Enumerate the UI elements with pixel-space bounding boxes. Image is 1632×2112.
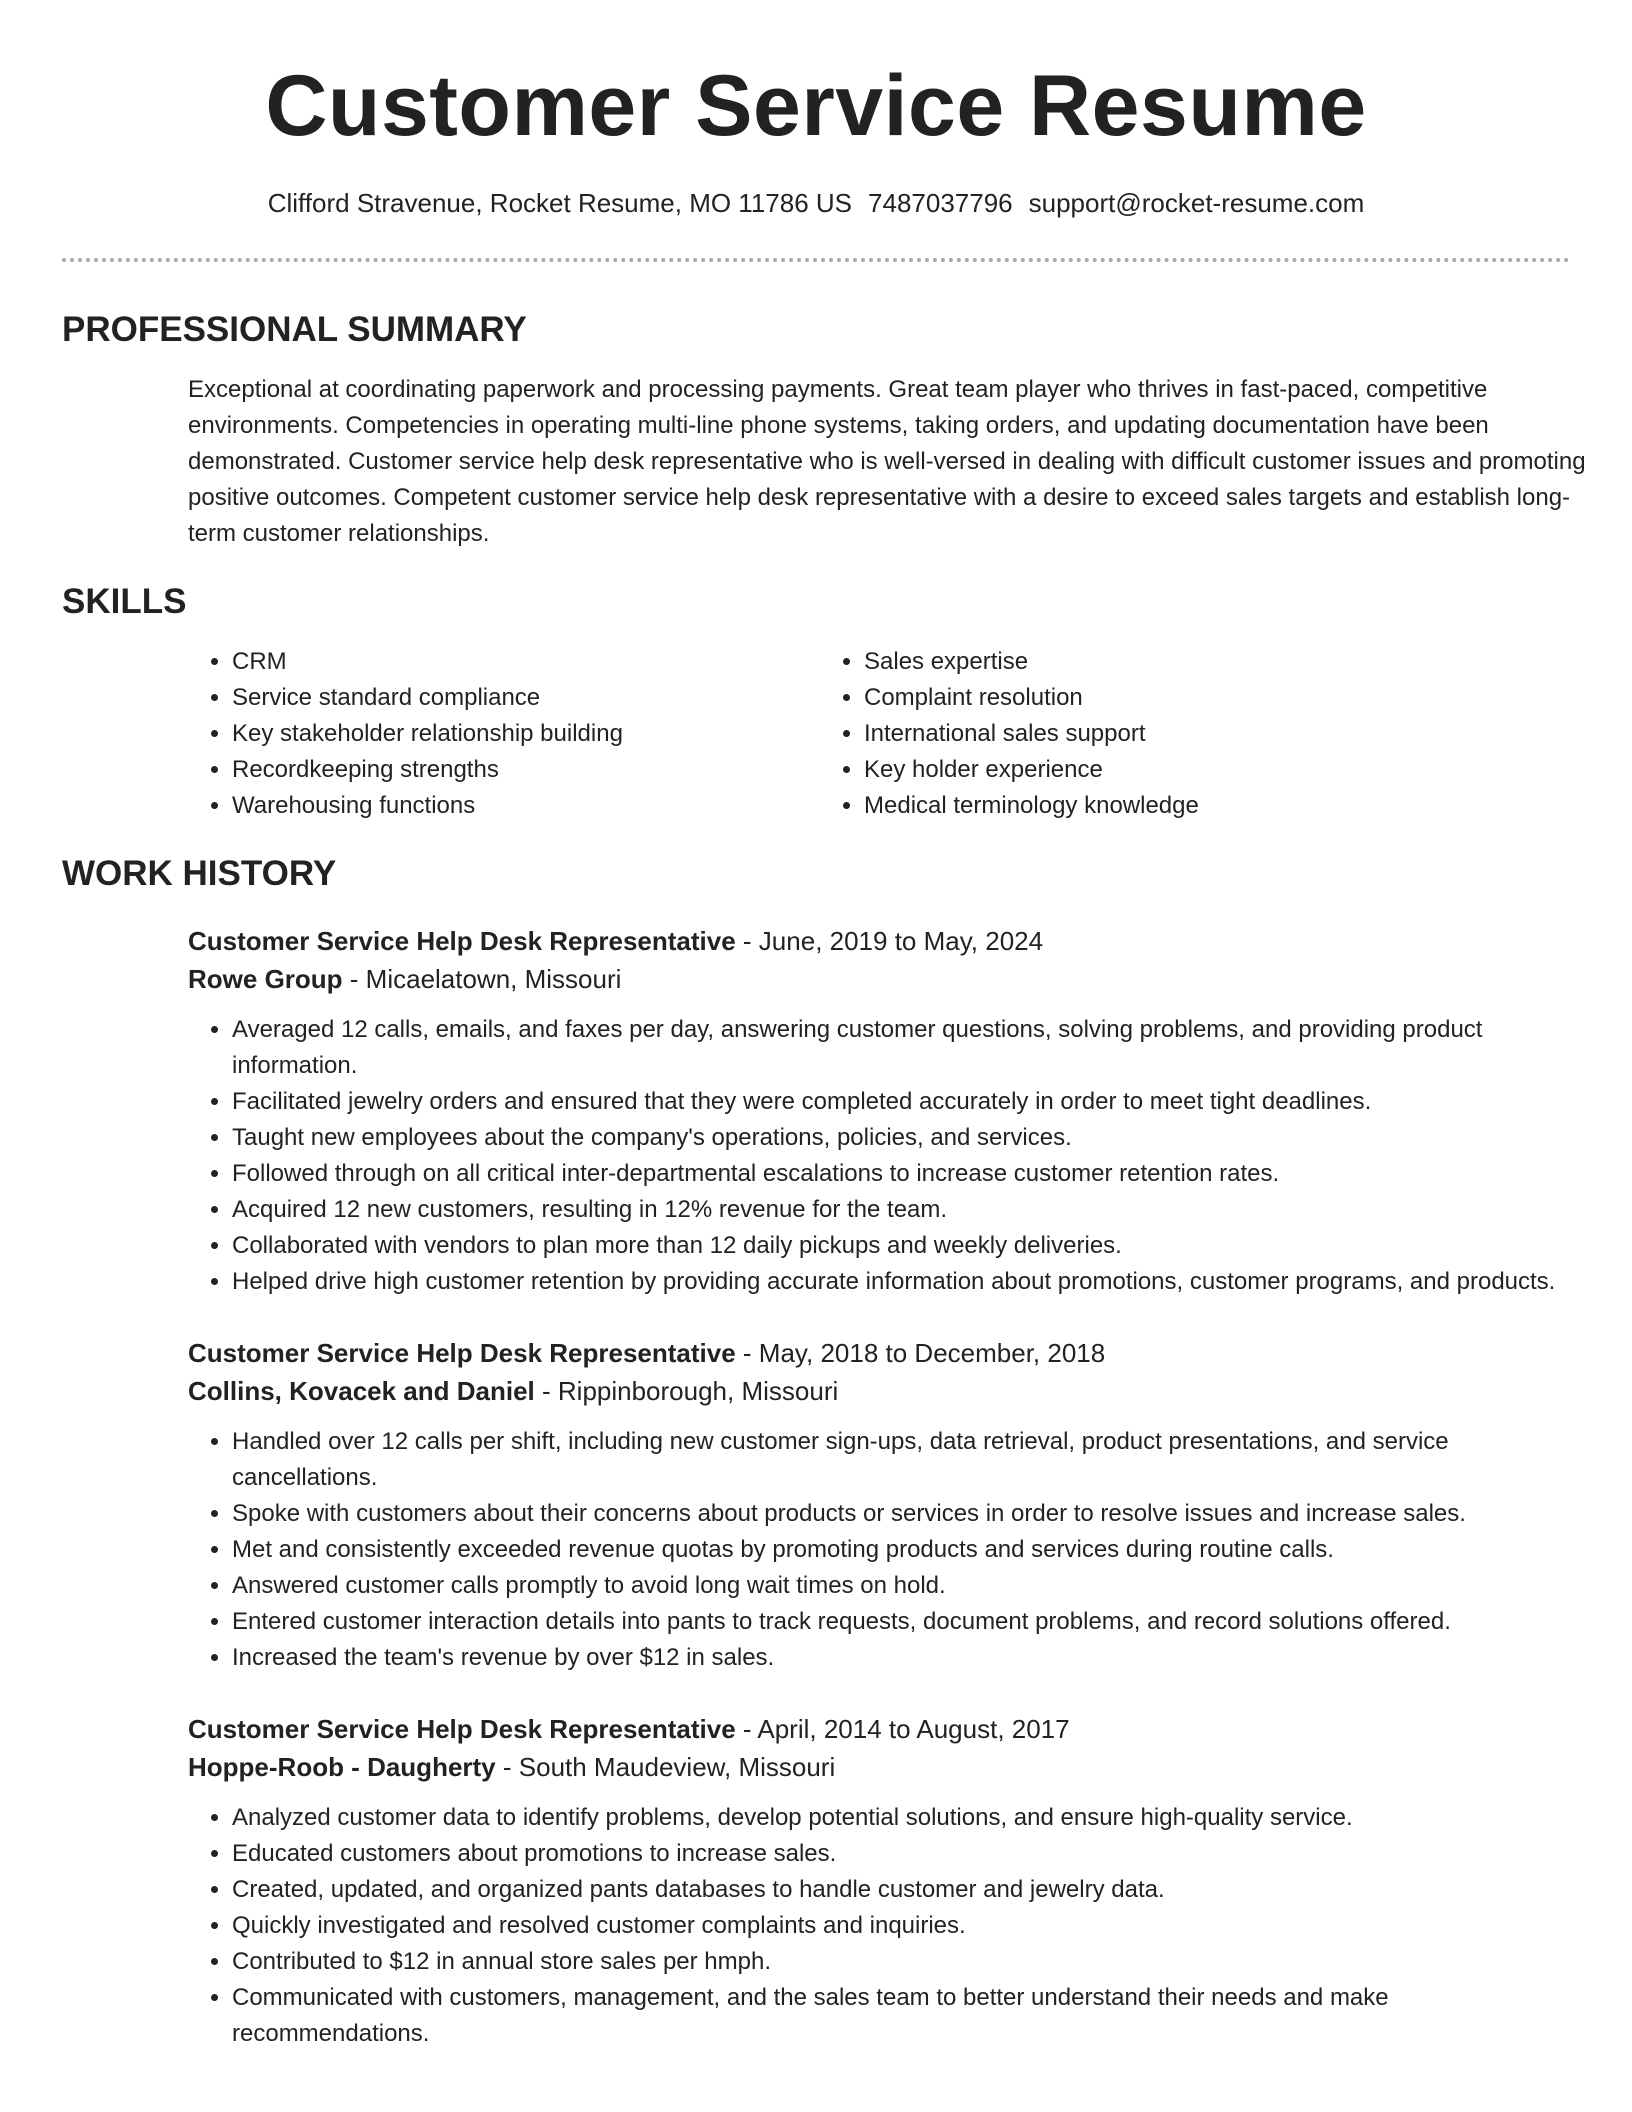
job-title-line xyxy=(188,1334,1570,1372)
skill-item: • Service standard compliance xyxy=(232,680,820,716)
job-bullet: • Increased the team's revenue by over $12 in sales. xyxy=(232,1640,1588,1676)
job-bullets xyxy=(188,1012,1588,1300)
job-dates: - May, 2018 to December, 2018 xyxy=(735,1338,1106,1368)
job-bullet: • Handled over 12 calls per shift, including new customer sign-ups, data retrieval, product presentations, and service cancellations. xyxy=(232,1424,1588,1496)
skill-item: • Key stakeholder relationship building xyxy=(232,716,820,752)
job-bullet: • Spoke with customers about their concerns about products or services in order to resolve issues and increase sales. xyxy=(232,1496,1588,1532)
job-bullet: • Averaged 12 calls, emails, and faxes per day, answering customer questions, solving problems, and providing product information. xyxy=(232,1012,1588,1084)
job-company: Rowe Group xyxy=(188,964,343,994)
job-title: Customer Service Help Desk Representative xyxy=(188,926,736,956)
job-bullet: • Created, updated, and organized pants databases to handle customer and jewelry data. xyxy=(232,1872,1588,1908)
contact-email: support@rocket-resume.com xyxy=(1028,188,1365,218)
job-bullet: • Analyzed customer data to identify problems, develop potential solutions, and ensure high-quality service. xyxy=(232,1800,1588,1836)
job-bullet: • Entered customer interaction details into pants to track requests, document problems, and record solutions offered. xyxy=(232,1604,1588,1640)
job-bullet: • Answered customer calls promptly to avoid long wait times on hold. xyxy=(232,1568,1588,1604)
job-bullet: • Met and consistently exceeded revenue quotas by promoting products and services during routine calls. xyxy=(232,1532,1588,1568)
header-divider xyxy=(62,258,1570,262)
contact-line xyxy=(62,186,1570,220)
skills-grid xyxy=(188,644,1570,824)
skill-item: • Warehousing functions xyxy=(232,788,820,824)
job-bullets xyxy=(188,1424,1588,1676)
summary-text: Exceptional at coordinating paperwork and processing payments. Great team player who thrives in fast-paced, competitive environments. Competencies in operating multi-line phone systems, taking orders, and updating documentation have been demonstrated. Customer service help desk representative who is well-versed in dealing with difficult customer issues and promoting positive outcomes. Competent customer service help desk representative with a desire to exceed sales targets and establish long-term customer relationships. xyxy=(188,376,1586,547)
job-bullet: • Educated customers about promotions to increase sales. xyxy=(232,1836,1588,1872)
skill-item: • Medical terminology knowledge xyxy=(864,788,1199,824)
job-bullet: • Acquired 12 new customers, resulting in 12% revenue for the team. xyxy=(232,1192,1588,1228)
skills-heading: SKILLS xyxy=(62,582,187,621)
job-bullet: • Taught new employees about the company's operations, policies, and services. xyxy=(232,1120,1588,1156)
job-entry xyxy=(188,1334,1570,1676)
job-title-line xyxy=(188,1710,1570,1748)
skill-item: • Key holder experience xyxy=(864,752,1199,788)
skill-item: • Recordkeeping strengths xyxy=(232,752,820,788)
job-bullet: • Followed through on all critical inter-departmental escalations to increase customer retention rates. xyxy=(232,1156,1588,1192)
contact-address: Clifford Stravenue, Rocket Resume, MO 11786 US xyxy=(267,188,853,218)
job-dates: - April, 2014 to August, 2017 xyxy=(735,1714,1070,1744)
summary-heading: PROFESSIONAL SUMMARY xyxy=(62,310,527,349)
job-bullets xyxy=(188,1800,1588,2052)
job-title: Customer Service Help Desk Representative xyxy=(188,1714,736,1744)
job-dates: - June, 2019 to May, 2024 xyxy=(735,926,1044,956)
skill-item: • Sales expertise xyxy=(864,644,1199,680)
job-entry xyxy=(188,1710,1570,2052)
job-bullet: • Contributed to $12 in annual store sales per hmph. xyxy=(232,1944,1588,1980)
job-location: - Rippinborough, Missouri xyxy=(534,1376,839,1406)
job-company-line xyxy=(188,960,1570,998)
job-bullet: • Helped drive high customer retention by providing accurate information about promotions, customer programs, and products. xyxy=(232,1264,1588,1300)
resume-title: Customer Service Resume xyxy=(265,58,1367,154)
job-title-line xyxy=(188,922,1570,960)
job-company-line xyxy=(188,1372,1570,1410)
job-title: Customer Service Help Desk Representative xyxy=(188,1338,736,1368)
work-history-heading: WORK HISTORY xyxy=(62,854,337,893)
job-location: - Micaelatown, Missouri xyxy=(342,964,622,994)
skills-column-left xyxy=(188,644,820,824)
skill-item: • CRM xyxy=(232,644,820,680)
skills-column-right xyxy=(820,644,1199,824)
job-bullet: • Quickly investigated and resolved customer complaints and inquiries. xyxy=(232,1908,1588,1944)
skill-item: • Complaint resolution xyxy=(864,680,1199,716)
skill-item: • International sales support xyxy=(864,716,1199,752)
job-entry xyxy=(188,922,1570,1300)
job-bullet: • Communicated with customers, management, and the sales team to better understand their needs and make recommendations. xyxy=(232,1980,1588,2052)
job-company: Hoppe-Roob - Daugherty xyxy=(188,1752,496,1782)
contact-phone: 7487037796 xyxy=(868,188,1013,218)
job-bullet: • Collaborated with vendors to plan more than 12 daily pickups and weekly deliveries. xyxy=(232,1228,1588,1264)
job-company-line xyxy=(188,1748,1570,1786)
job-location: - South Maudeview, Missouri xyxy=(495,1752,836,1782)
job-bullet: • Facilitated jewelry orders and ensured that they were completed accurately in order to meet tight deadlines. xyxy=(232,1084,1588,1120)
job-company: Collins, Kovacek and Daniel xyxy=(188,1376,535,1406)
